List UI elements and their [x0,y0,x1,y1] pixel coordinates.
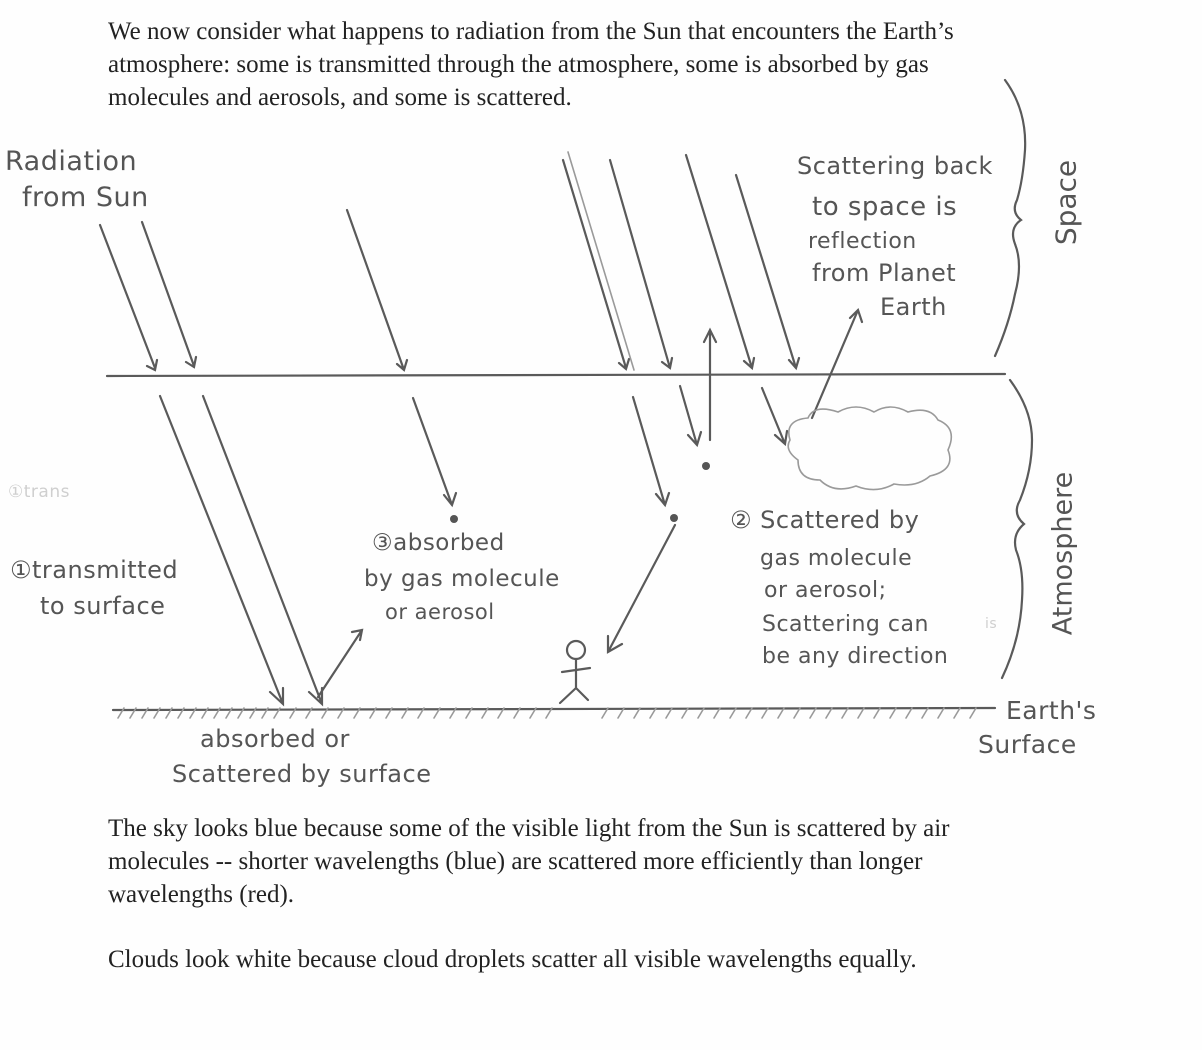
scatter-space-line3: reflection [808,229,917,254]
scattered-label-line4: Scattering can [762,612,929,637]
top-of-atmosphere-line [107,374,1005,376]
incoming-rays-space [100,155,799,370]
scatter-space-line2: to space is [812,192,958,222]
scatter-space-line1: Scattering back [797,152,993,180]
transmitted-rays [160,396,322,704]
faint-ray [568,152,634,370]
scattering-molecule [670,514,678,522]
scattered-label-line5: be any direction [762,644,949,669]
surface-label-line2: Scattered by surface [172,760,432,788]
cloud [788,407,951,490]
atmosphere-label: Atmosphere [1047,471,1079,636]
scattering-molecule-upper [702,462,710,470]
transmitted-label-line2: to surface [40,592,166,620]
scattered-label-line1: ② Scattered by [730,506,920,534]
stick-figure [560,641,590,703]
space-brace [995,80,1025,356]
absorbed-ray [413,398,456,505]
earth-surface-label-line2: Surface [978,730,1077,759]
sky-blue-paragraph: The sky looks blue because some of the visible light from the Sun is scattered by air molecules -- shorter wavelengths (blue) are scattered more efficiently than longer wavelengths (red). [108,815,950,908]
clouds-white-paragraph: Clouds look white because cloud droplets scatter all visible wavelengths equally. [108,946,917,973]
earth-surface-label-line1: Earth's [1006,696,1097,725]
absorbed-label-line1: ③absorbed [372,530,505,556]
transmitted-label-line1: ①transmitted [10,556,179,584]
scatter-space-line4: from Planet [812,259,957,287]
scattered-faint-text: is [985,616,998,632]
radiation-label-line1: Radiation [5,146,138,177]
intro-paragraph: We now consider what happens to radiation from the Sun that encounters the Earth’s atmosphere: some is transmitted through the atmosphere, some is absorbed by gas molecules and aerosols, and some is scattered. [108,18,954,111]
atmosphere-brace [1002,380,1032,678]
surface-label-line1: absorbed or [200,725,350,753]
absorbed-label-line3: or aerosol [385,600,495,624]
scatter-space-line5: Earth [880,293,947,321]
radiation-label-line2: from Sun [22,182,149,213]
faint-trans-label: ①trans [8,482,70,502]
scattered-label-line3: or aerosol; [764,578,887,603]
space-label: Space [1049,159,1083,246]
scattered-label-line2: gas molecule [760,546,913,571]
surface-reflection-arrow [318,630,362,697]
absorbed-label-line2: by gas molecule [364,566,560,592]
absorbed-molecule [450,515,458,523]
